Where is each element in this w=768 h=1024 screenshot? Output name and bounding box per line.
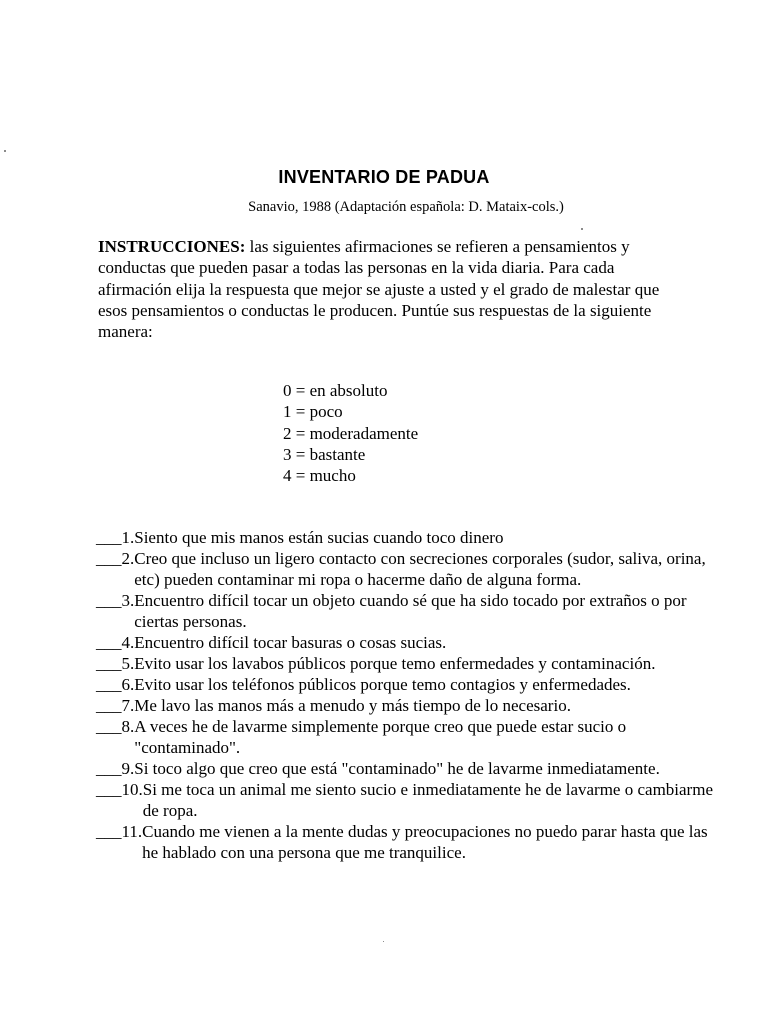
scale-option-4: 4 = mucho (283, 466, 356, 486)
item-text: Creo que incluso un ligero contacto con secreciones corporales (sudor, saliva, orina, etc) pueden contaminar mi ropa o hacerme daño de alguna forma. (134, 549, 706, 589)
document-title: INVENTARIO DE PADUA (278, 167, 490, 187)
list-item (96, 548, 716, 590)
answer-blank[interactable]: ___ (96, 822, 122, 841)
scan-speck (581, 228, 583, 230)
instructions-paragraph (98, 236, 688, 342)
list-item (96, 758, 716, 779)
answer-blank[interactable]: ___ (96, 675, 122, 694)
list-item (96, 632, 716, 653)
item-text: Cuando me vienen a la mente dudas y preocupaciones no puedo parar hasta que las he hablado con una persona que me tranquilice. (142, 822, 708, 862)
item-number: 4. (121, 633, 135, 652)
list-item (96, 821, 716, 863)
answer-blank[interactable]: ___ (96, 633, 122, 652)
list-item (96, 527, 716, 548)
answer-blank[interactable]: ___ (96, 717, 122, 736)
list-item (96, 716, 716, 758)
item-list (96, 527, 716, 863)
item-number: 8. (121, 717, 135, 736)
item-number: 9. (121, 759, 135, 778)
document-subtitle: Sanavio, 1988 (Adaptación española: D. Mataix-cols.) (248, 199, 564, 215)
item-text: Evito usar los lavabos públicos porque temo enfermedades y contaminación. (134, 654, 656, 673)
list-item (96, 695, 716, 716)
list-item (96, 590, 716, 632)
scale-option-2: 2 = moderadamente (283, 423, 419, 443)
item-text: Encuentro difícil tocar basuras o cosas sucias. (134, 633, 447, 652)
answer-blank[interactable]: ___ (96, 780, 122, 799)
scale-option-1: 1 = poco (283, 402, 343, 422)
list-item (96, 674, 716, 695)
instructions-text: las siguientes afirmaciones se refieren a pensamientos y conductas que pueden pasar a todas las personas en la vida diaria. Para cada afirmación elija la respuesta que mejor se ajuste a usted y el grado de malestar que esos pensamientos o conductas le producen. Puntúe sus respuestas de la siguiente manera: (98, 237, 660, 342)
item-number: 5. (121, 654, 135, 673)
scale-option-0: 0 = en absoluto (283, 381, 388, 400)
item-number: 2. (121, 549, 135, 568)
scan-speck (4, 150, 6, 152)
answer-blank[interactable]: ___ (96, 654, 122, 673)
answer-blank[interactable]: ___ (96, 528, 122, 547)
answer-blank[interactable]: ___ (96, 759, 122, 778)
item-text: Encuentro difícil tocar un objeto cuando sé que ha sido tocado por extraños o por ciertas personas. (134, 591, 687, 631)
scale-option-3: 3 = bastante (283, 444, 366, 464)
item-text: Evito usar los teléfonos públicos porque temo contagios y enfermedades. (134, 675, 631, 694)
item-number: 1. (121, 528, 135, 547)
answer-blank[interactable]: ___ (96, 696, 122, 715)
instructions-label: INSTRUCCIONES: (98, 237, 246, 256)
item-text: Siento que mis manos están sucias cuando toco dinero (134, 528, 504, 547)
item-text: Me lavo las manos más a menudo y más tiempo de lo necesario. (134, 696, 571, 715)
item-text: Si me toca un animal me siento sucio e inmediatamente he de lavarme o cambiarme de ropa. (142, 780, 713, 820)
item-number: 6. (121, 675, 135, 694)
item-number: 11. (121, 822, 143, 841)
rating-scale (283, 380, 418, 486)
answer-blank[interactable]: ___ (96, 591, 122, 610)
item-number: 10. (121, 780, 143, 799)
item-number: 3. (121, 591, 135, 610)
scan-speck (383, 941, 384, 942)
answer-blank[interactable]: ___ (96, 549, 122, 568)
list-item (96, 653, 716, 674)
item-text: A veces he de lavarme simplemente porque creo que puede estar sucio o "contaminado". (134, 717, 627, 757)
item-number: 7. (121, 696, 135, 715)
item-text: Si toco algo que creo que está "contaminado" he de lavarme inmediatamente. (134, 759, 660, 778)
list-item (96, 779, 716, 821)
